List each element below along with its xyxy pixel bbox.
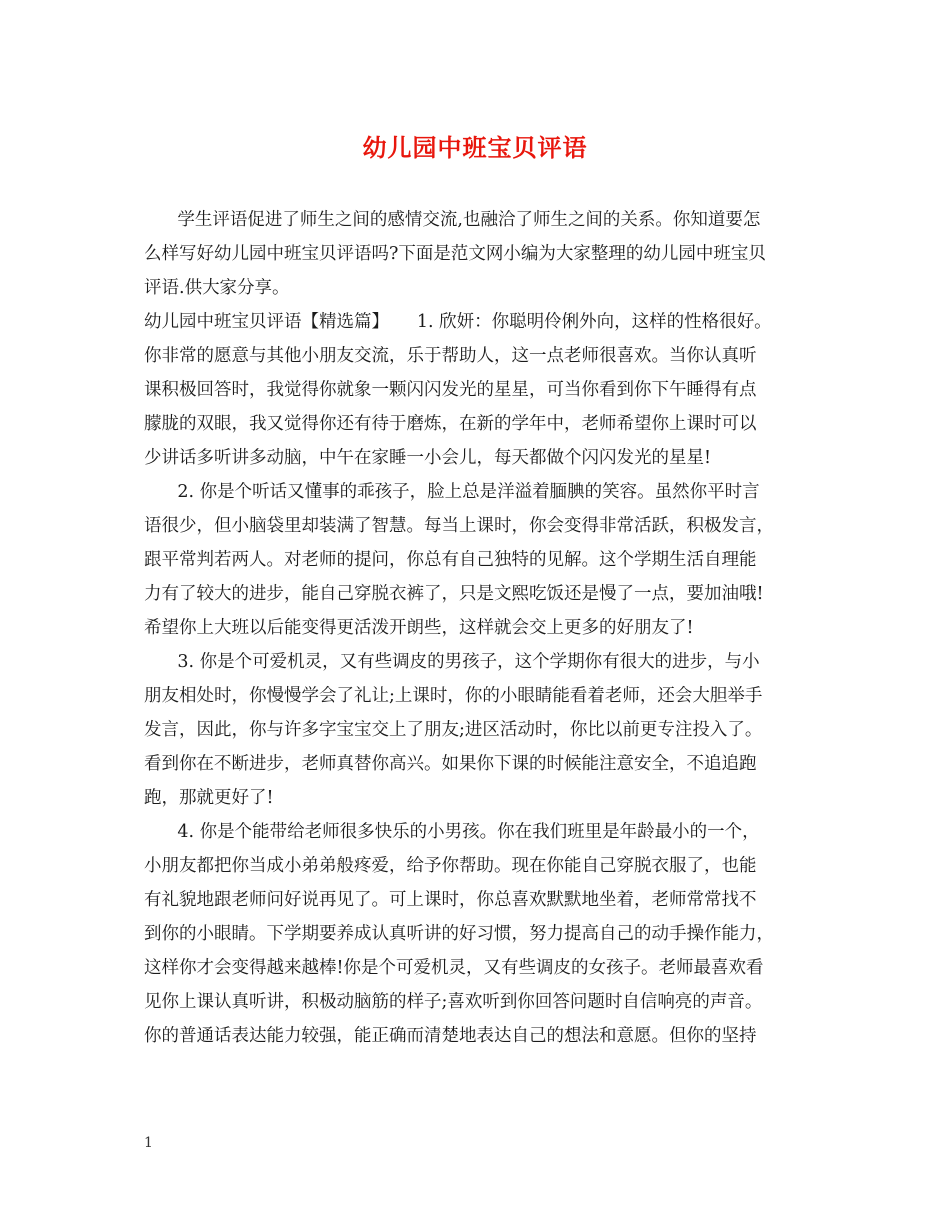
text-line: 朦胧的双眼，我又觉得你还有待于磨炼，在新的学年中，老师希望你上课时可以 bbox=[144, 414, 757, 434]
text-line: 力有了较大的进步，能自己穿脱衣裤了，只是文熙吃饭还是慢了一点，要加油哦! bbox=[144, 584, 764, 604]
text-line: 幼儿园中班宝贝评语【精选篇】 1. 欣妍：你聪明伶俐外向，这样的性格很好。 bbox=[144, 312, 772, 332]
text-line: 小朋友都把你当成小弟弟般疼爱，给予你帮助。现在你能自己穿脱衣服了，也能 bbox=[144, 856, 757, 876]
text-line: 到你的小眼睛。下学期要养成认真听讲的好习惯，努力提高自己的动手操作能力， bbox=[144, 924, 774, 944]
text-line: 么样写好幼儿园中班宝贝评语吗?下面是范文网小编为大家整理的幼儿园中班宝贝 bbox=[144, 244, 766, 264]
text-line: 3. 你是个可爱机灵，又有些调皮的男孩子，这个学期你有很大的进步，与小 bbox=[144, 652, 760, 672]
text-line: 这样你才会变得越来越棒!你是个可爱机灵，又有些调皮的女孩子。老师最喜欢看 bbox=[144, 958, 764, 978]
text-line: 见你上课认真听讲，积极动脑筋的样子;喜欢听到你回答问题时自信响亮的声音。 bbox=[144, 992, 763, 1012]
document-title: 幼儿园中班宝贝评语 bbox=[362, 133, 588, 162]
text-line: 看到你在不断进步，老师真替你高兴。如果你下课的时候能注意安全，不追追跑 bbox=[144, 754, 757, 774]
text-line: 学生评语促进了师生之间的感情交流,也融洽了师生之间的关系。你知道要怎 bbox=[144, 210, 761, 230]
text-line: 跟平常判若两人。对老师的提问，你总有自己独特的见解。这个学期生活自理能 bbox=[144, 550, 757, 570]
text-line: 有礼貌地跟老师问好说再见了。可上课时，你总喜欢默默地坐着，老师常常找不 bbox=[144, 890, 757, 910]
text-line: 课积极回答时，我觉得你就象一颗闪闪发光的星星，可当你看到你下午睡得有点 bbox=[144, 380, 757, 400]
text-line: 朋友相处时，你慢慢学会了礼让;上课时，你的小眼睛能看着老师，还会大胆举手 bbox=[144, 686, 763, 706]
text-line: 2. 你是个听话又懂事的乖孩子，脸上总是洋溢着腼腆的笑容。虽然你平时言 bbox=[144, 482, 760, 502]
text-line: 语很少，但小脑袋里却装满了智慧。每当上课时，你会变得非常活跃，积极发言， bbox=[144, 516, 774, 536]
text-line: 你非常的愿意与其他小朋友交流，乐于帮助人，这一点老师很喜欢。当你认真听 bbox=[144, 346, 757, 366]
text-line: 发言，因此，你与许多字宝宝交上了朋友;进区活动时，你比以前更专注投入了。 bbox=[144, 720, 763, 740]
text-line: 少讲话多听讲多动脑，中午在家睡一小会儿，每天都做个闪闪发光的星星! bbox=[144, 448, 712, 468]
text-line: 评语.供大家分享。 bbox=[144, 278, 290, 298]
text-line: 4. 你是个能带给老师很多快乐的小男孩。你在我们班里是年龄最小的一个， bbox=[144, 822, 760, 842]
text-line: 你的普通话表达能力较强，能正确而清楚地表达自己的想法和意愿。但你的坚持 bbox=[144, 1026, 757, 1046]
text-line: 跑，那就更好了! bbox=[144, 788, 274, 808]
text-line: 希望你上大班以后能变得更活泼开朗些，这样就会交上更多的好朋友了! bbox=[144, 618, 694, 638]
page-number: 1 bbox=[144, 1135, 153, 1151]
document-body bbox=[144, 203, 834, 1053]
